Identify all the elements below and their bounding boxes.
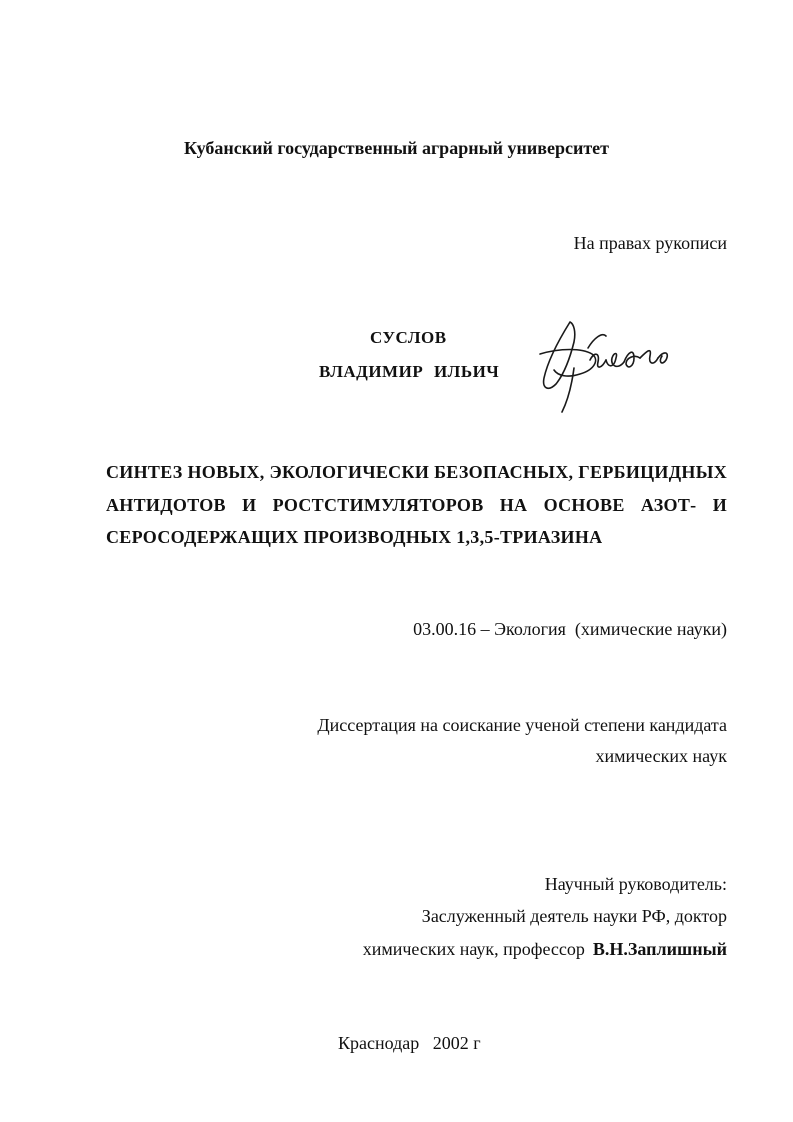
adviser-degree-line: [363, 939, 727, 960]
specialty-code: 03.00.16 – Экология (химические науки): [413, 619, 727, 639]
city-year: Краснодар 2002 г: [338, 1033, 481, 1053]
author-surname: СУСЛОВ: [370, 328, 447, 347]
adviser-heading: Научный руководитель:: [544, 874, 727, 894]
degree-line-1: Диссертация на соискание ученой степени кандидата: [317, 715, 727, 735]
adviser-name: В.Н.Заплишный: [592, 939, 727, 959]
degree-line-2: химических наук: [595, 746, 727, 766]
adviser-title-line: Заслуженный деятель науки РФ, доктор: [421, 906, 727, 926]
adviser-degree: химических наук, профессор: [362, 939, 585, 959]
author-first-patronymic: ВЛАДИМИР ИЛЬИЧ: [319, 362, 500, 381]
university-name: Кубанский государственный аграрный университет: [184, 138, 609, 158]
signature-icon: [530, 308, 680, 418]
dissertation-title: СИНТЕЗ НОВЫХ, ЭКОЛОГИЧЕСКИ БЕЗОПАСНЫХ, ГЕРБИЦИДНЫХ АНТИДОТОВ И РОСТСТИМУЛЯТОРОВ НА ОСНОВЕ АЗОТ- И СЕРОСОДЕРЖАЩИХ ПРОИЗВОДНЫХ 1,3,5-ТРИАЗИНА: [106, 462, 727, 547]
manuscript-rights-note: На правах рукописи: [573, 233, 727, 253]
